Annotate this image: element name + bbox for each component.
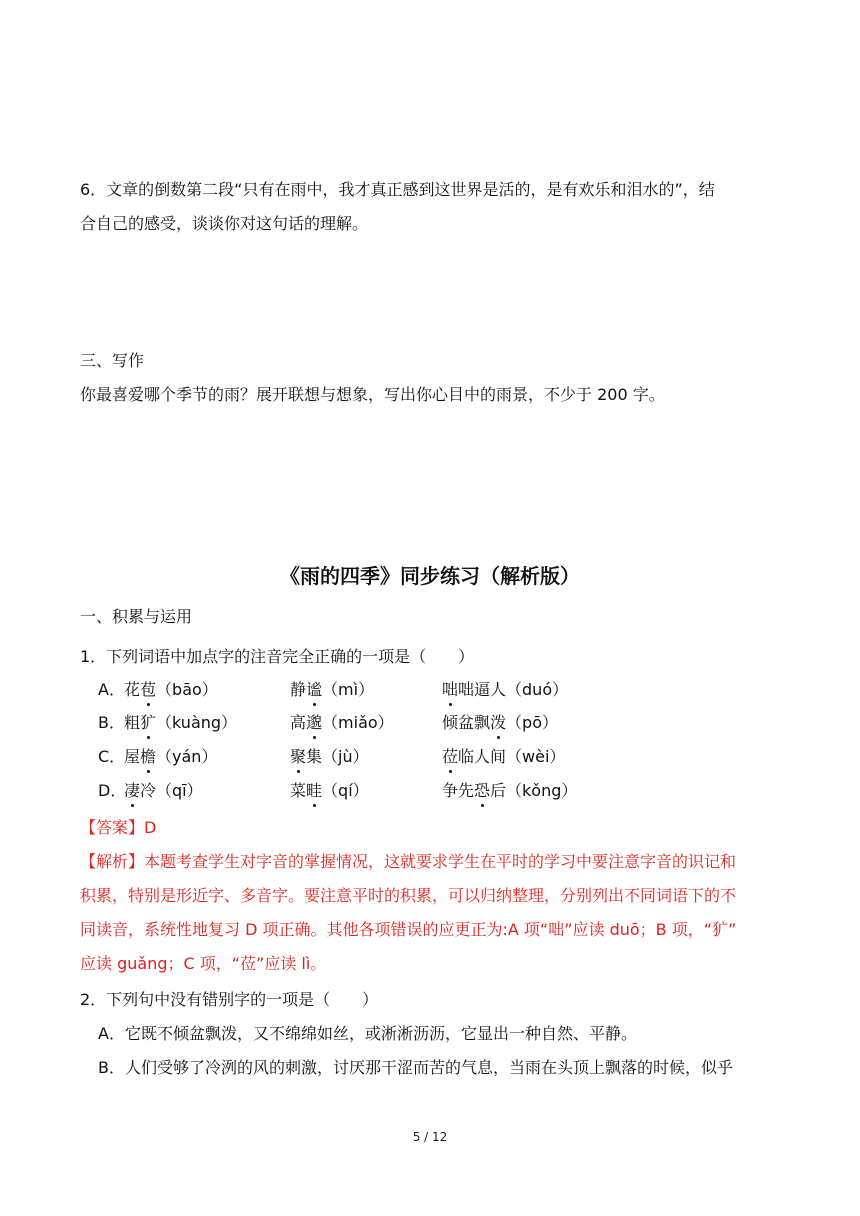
q1-option-item: 高邈（miǎo） [290, 713, 394, 732]
q1-option-item: 凄冷（qī） [124, 781, 203, 800]
emphasis-dot: 犷 [140, 713, 157, 732]
q2-stem: 2．下列句中没有错别字的一项是（ ） [80, 990, 379, 1009]
q1-option-letter: D． [98, 781, 127, 800]
emphasis-dot: 凄 [124, 781, 141, 800]
q1-option-item: 菜畦（qí） [290, 781, 369, 800]
analysis-line: 同读音，系统性地复习 D 项正确。其他各项错误的应更正为:A 项“咄”应读 duō；B 项，“犷” [80, 920, 737, 939]
q6-line-1: 6．文章的倒数第二段“只有在雨中，我才真正感到这世界是活的，是有欢乐和泪水的”，结 [80, 180, 715, 199]
q1-option-letter: C． [98, 747, 126, 766]
writing-heading: 三、写作 [80, 351, 145, 370]
emphasis-dot: 谧 [306, 680, 323, 699]
q1-option-letter: A． [98, 680, 125, 699]
page-number: 5 / 12 [412, 1130, 448, 1144]
emphasis-dot: 聚 [290, 747, 307, 766]
writing-prompt: 你最喜爱哪个季节的雨？展开联想与想象，写出你心目中的雨景，不少于 200 字。 [80, 385, 665, 404]
emphasis-dot: 泼 [490, 713, 507, 732]
q1-option-item: 咄咄逼人（duó） [442, 680, 569, 699]
analysis-line: 应读 guǎng；C 项，“莅”应读 lì。 [80, 954, 327, 973]
q1-option-item: 争先恐后（kǒng） [442, 781, 578, 800]
emphasis-dot: 邈 [306, 713, 323, 732]
emphasis-dot: 莅 [442, 747, 459, 766]
answer-label: 【答案】D [80, 818, 157, 837]
q1-option-letter: B． [98, 713, 125, 732]
emphasis-dot: 咄 [442, 680, 459, 699]
q1-option-item: 聚集（jù） [290, 747, 369, 766]
analysis-line: 【解析】本题考查学生对字音的掌握情况，这就要求学生在平时的学习中要注意字音的识记和 [80, 852, 737, 871]
page-title: 《雨的四季》同步练习（解析版） [280, 564, 580, 588]
q1-option-item: 莅临人间（wèi） [442, 747, 566, 766]
q1-option-item: 粗犷（kuàng） [124, 713, 238, 732]
q1-option-item: 倾盆飘泼（pō） [442, 713, 558, 732]
q2-option-a: A．它既不倾盆飘泼，又不绵绵如丝，或淅淅沥沥，它显出一种自然、平静。 [98, 1024, 637, 1043]
section-heading: 一、积累与运用 [80, 607, 193, 626]
q1-option-item: 花苞（bāo） [124, 680, 218, 699]
q2-option-b: B．人们受够了冷洌的风的刺激，讨厌那干涩而苦的气息，当雨在头顶上飘落的时候，似乎 [98, 1058, 733, 1077]
q1-stem: 1．下列词语中加点字的注音完全正确的一项是（ ） [80, 647, 475, 666]
q1-option-item: 静谧（mì） [290, 680, 375, 699]
analysis-line: 积累，特别是形近字、多音字。要注意平时的积累，可以归纳整理，分别列出不同词语下的不 [80, 886, 737, 905]
q1-option-item: 屋檐（yán） [124, 747, 218, 766]
emphasis-dot: 檐 [140, 747, 157, 766]
emphasis-dot: 畦 [306, 781, 323, 800]
q6-line-2: 合自己的感受，谈谈你对这句话的理解。 [80, 214, 369, 233]
emphasis-dot: 苞 [140, 680, 157, 699]
emphasis-dot: 恐 [474, 781, 491, 800]
